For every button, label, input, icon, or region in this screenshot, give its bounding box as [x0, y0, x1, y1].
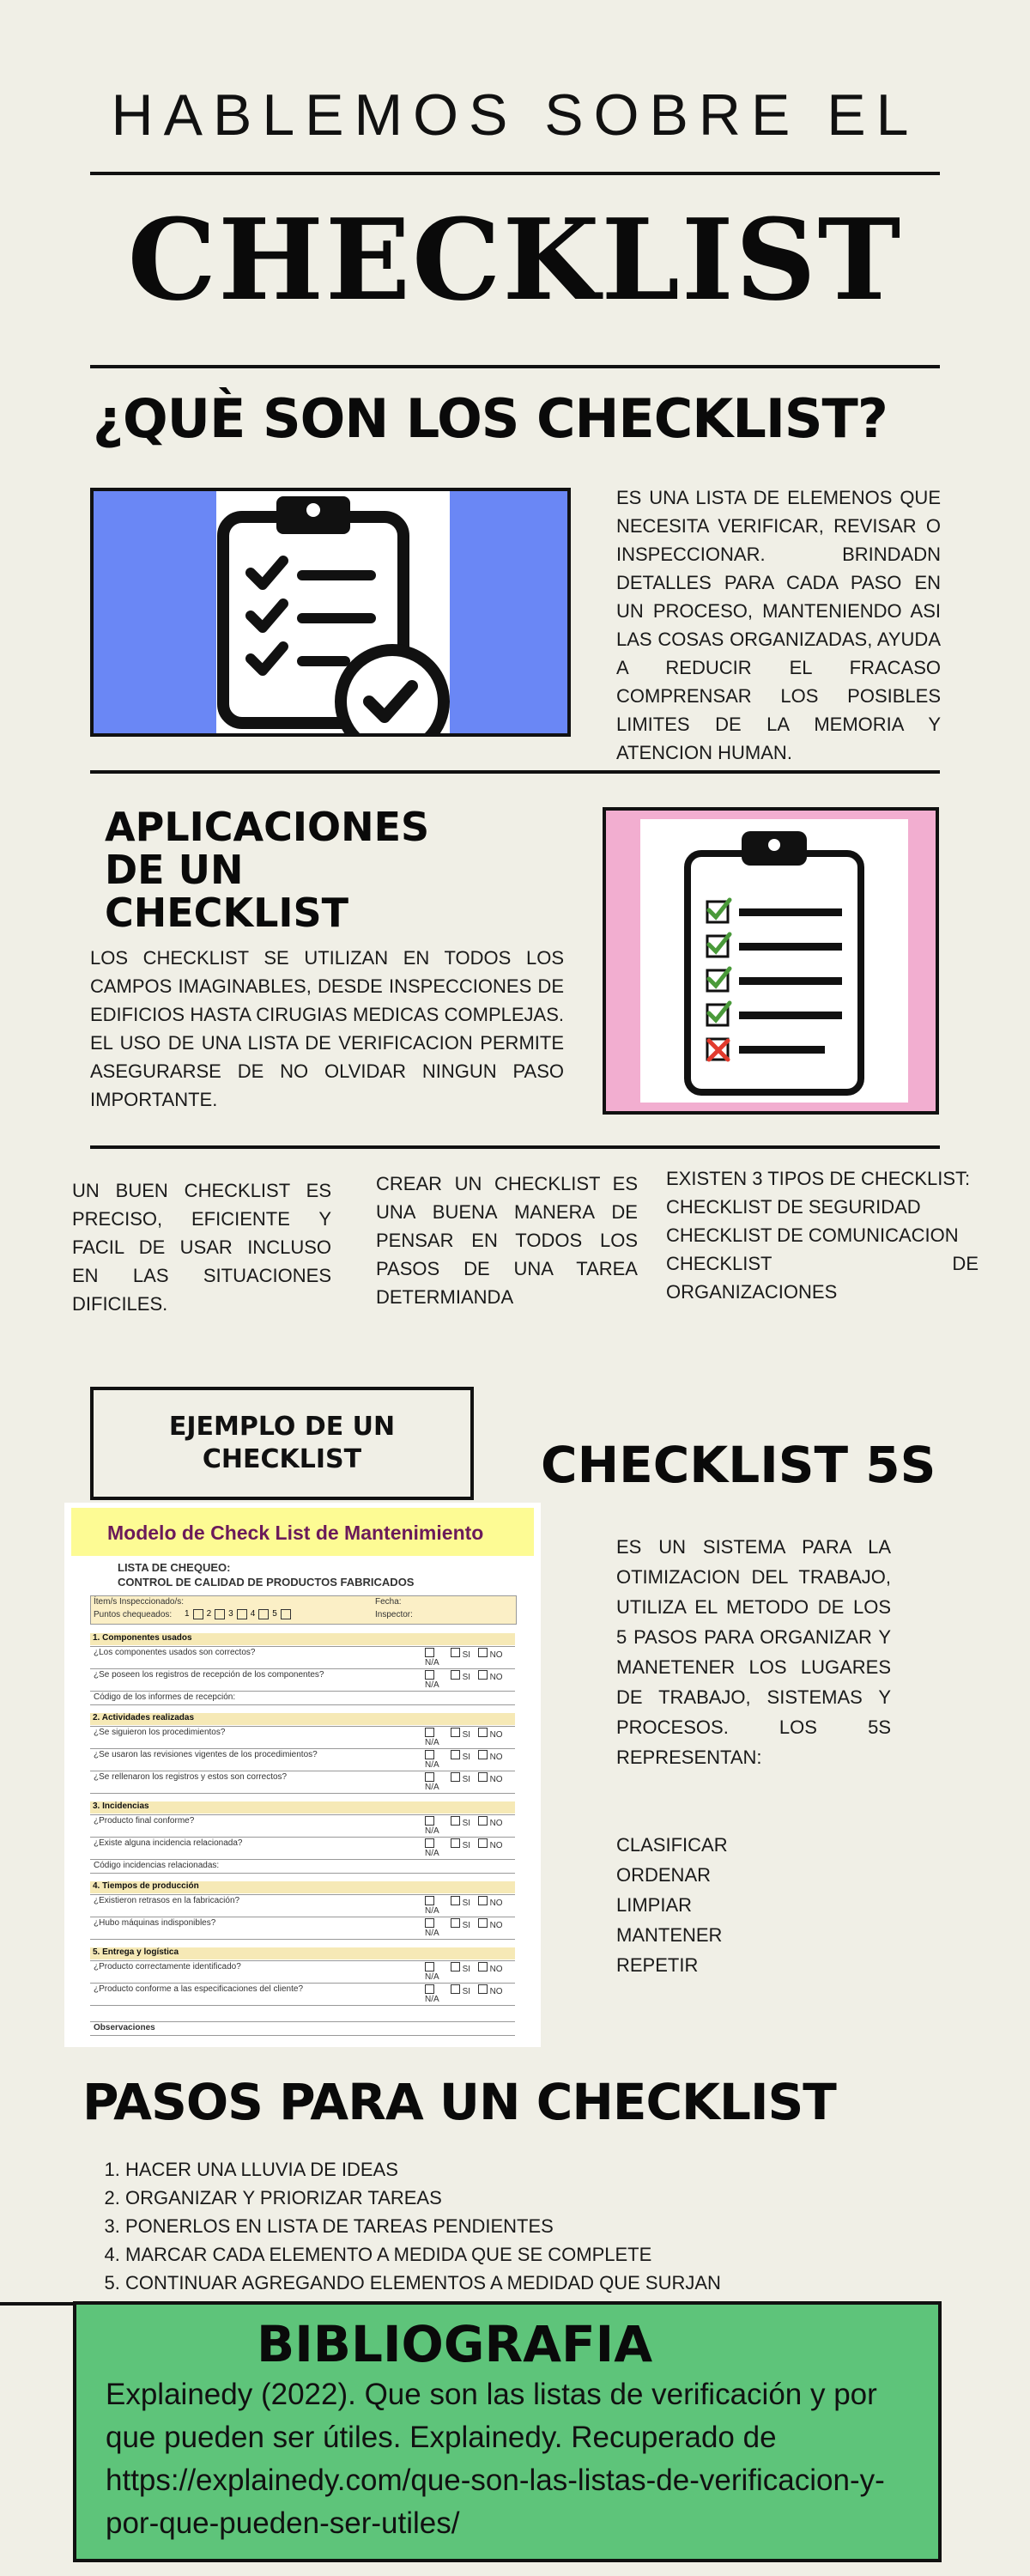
- form-na-label: N/A: [425, 1680, 439, 1690]
- form-title: Modelo de Check List de Mantenimiento: [107, 1522, 484, 1544]
- form-answer-boxes: SI NO: [425, 1816, 503, 1828]
- divider: [90, 365, 940, 368]
- form-question: ¿Producto correctamente identificado?: [94, 1962, 241, 1971]
- form-note: Código incidencias relacionadas:: [94, 1861, 220, 1870]
- form-section-title: 5. Entrega y logística: [90, 1947, 515, 1959]
- form-na-label: N/A: [425, 1995, 439, 2004]
- form-section-title: 1. Componentes usados: [90, 1633, 515, 1645]
- clipboard-illustration-pink: [603, 807, 939, 1115]
- applications-description: LOS CHECKLIST SE UTILIZAN EN TODOS LOS CAMPOS IMAGINABLES, DESDE INSPECCIONES DE EDIFICIOS HASTA CIRUGIAS MEDICAS COMPLEJAS. EL USO DE UNA LISTA DE VERIFICACION PERMITE ASEGURARSE DE NO OLVIDAR NINGUN PASO IMPORTANTE.: [90, 947, 564, 1110]
- form-section-title: 2. Actividades realizadas: [90, 1713, 515, 1725]
- bibliography-heading: BIBLIOGRAFIA: [257, 2315, 653, 2373]
- form-question: ¿Se rellenaron los registros y estos son correctos?: [94, 1772, 288, 1782]
- form-na-label: N/A: [425, 1849, 439, 1858]
- form-na-label: N/A: [425, 1826, 439, 1836]
- form-na-label: N/A: [425, 1972, 439, 1982]
- form-question: ¿Los componentes usados son correctos?: [94, 1648, 256, 1657]
- bibliography-text: Explainedy (2022). Que son las listas de verificación y por que pueden ser útiles. Explainedy. Recuperado de https://explainedy.com/que-son-las-listas-de-verificacion-y-por-que-pueden-ser-utiles/: [106, 2378, 885, 2540]
- form-section-title: 4. Tiempos de producción: [90, 1881, 515, 1893]
- form-na-label: N/A: [425, 1658, 439, 1668]
- form-na-label: N/A: [425, 1738, 439, 1747]
- form-question: ¿Se siguieron los procedimientos?: [94, 1728, 226, 1737]
- form-answer-boxes: SI NO: [425, 1648, 503, 1660]
- form-question: ¿Se usaron las revisiones vigentes de los procedimientos?: [94, 1750, 318, 1759]
- steps-list: [103, 2155, 721, 2297]
- form-na-label: N/A: [425, 1760, 439, 1770]
- clipboard-checklist-icon: [640, 819, 908, 1103]
- form-na-label: N/A: [425, 1783, 439, 1792]
- section-heading-steps: PASOS PARA UN CHECKLIST: [82, 2073, 836, 2131]
- example-label-box: EJEMPLO DE UN CHECKLIST: [90, 1387, 474, 1500]
- divider: [90, 1145, 940, 1149]
- section-heading-5s: CHECKLIST 5S: [541, 1436, 936, 1494]
- form-question: ¿Existe alguna incidencia relacionada?: [94, 1838, 243, 1848]
- form-question: ¿Hubo máquinas indisponibles?: [94, 1918, 216, 1928]
- form-answer-boxes: SI NO: [425, 1670, 503, 1682]
- form-title-banner: [71, 1508, 534, 1556]
- bibliography-box: [73, 2301, 942, 2562]
- header-kicker: HABLEMOS SOBRE EL: [111, 82, 919, 148]
- list-item: 2. ORGANIZAR Y PRIORIZAR TAREAS: [125, 2184, 721, 2212]
- list-item: ORDENAR: [616, 1864, 712, 1886]
- form-answer-boxes: SI NO: [425, 1772, 503, 1784]
- column-good-checklist: UN BUEN CHECKLIST ES PRECISO, EFICIENTE Y FACIL DE USAR INCLUSO EN LAS SITUACIONES DIFICILES.: [72, 1180, 331, 1315]
- form-question: ¿Se poseen los registros de recepción de los componentes?: [94, 1670, 324, 1680]
- form-question: ¿Existieron retrasos en la fabricación?: [94, 1896, 240, 1905]
- divider: [90, 770, 940, 774]
- column-checklist-types: EXISTEN 3 TIPOS DE CHECKLIST: CHECKLIST DE SEGURIDAD CHECKLIST DE COMUNICACION CHECKLIST DE ORGANIZACIONES: [666, 1168, 978, 1303]
- 5s-description: ES UN SISTEMA PARA LA OTIMIZACION DEL TRABAJO, UTILIZA EL METODO DE LOS 5 PASOS PARA ORGANIZAR Y MANETENER LOS LUGARES DE TRABAJO, SISTEMAS Y PROCESOS. LOS 5S REPRESENTAN:: [616, 1536, 891, 1768]
- form-na-label: N/A: [425, 1929, 439, 1938]
- list-item: 3. PONERLOS EN LISTA DE TAREAS PENDIENTES: [125, 2212, 721, 2240]
- form-answer-boxes: SI NO: [425, 1918, 503, 1930]
- clipboard-icon: [216, 491, 450, 733]
- form-answer-boxes: SI NO: [425, 1962, 503, 1974]
- form-section-title: 3. Incidencias: [90, 1801, 515, 1814]
- form-na-label: N/A: [425, 1906, 439, 1916]
- section-heading-applications: APLICACIONES DE UN CHECKLIST: [105, 804, 430, 936]
- list-item: 4. MARCAR CADA ELEMENTO A MEDIDA QUE SE COMPLETE: [125, 2240, 721, 2269]
- maintenance-checklist-form: Modelo de Check List de Mantenimiento LISTA DE CHEQUEO: CONTROL DE CALIDAD DE PRODUCTOS FABRICADOS Ítem/s Inspeccionado/s: Puntos chequeados: Fecha: Inspector: 1 2 3 4 5 1. Componentes usados ¿Los componentes usados son correctos? SI NO N/A ¿Se poseen los registros de recepción de los componentes? SI NO N/A Código de los informes de recepción: 2. Actividades realizadas ¿Se siguieron los procedimientos? SI NO N/A ¿Se usaron las revisiones vigentes de los procedimientos? SI NO N/A ¿Se rellenaron los registros y estos son correctos? SI NO N/A 3. Incidencias ¿Producto final conforme? SI NO N/A ¿Existe alguna incidencia relacionada? SI NO N/A Código incidencias relacionadas: 4. Tiempos de producción ¿Existieron retrasos en la fabricación? SI NO N/A ¿Hubo máquinas indisponibles? SI NO N/A 5. Entrega y logística ¿Producto correctamente identificado? SI NO N/A ¿Producto conforme a las especificaciones del cliente? SI NO N/A Observaciones: [64, 1503, 541, 2047]
- divider: [90, 172, 940, 175]
- list-item: REPETIR: [616, 1954, 699, 1976]
- what-description: ES UNA LISTA DE ELEMENOS QUE NECESITA VERIFICAR, REVISAR O INSPECCIONAR. BRINDADN DETALLES PARA CADA PASO EN UN PROCESO, MANTENIENDO ASI LAS COSAS ORGANIZADAS, AYUDA A REDUCIR EL FRACASO COMPRENSAR LOS POSIBLES LIMITES DE LA MEMORIA Y ATENCION HUMAN.: [616, 487, 941, 763]
- list-item: LIMPIAR: [616, 1894, 693, 1916]
- form-answer-boxes: SI NO: [425, 1984, 503, 1996]
- divider: [0, 2302, 77, 2306]
- list-item: 5. CONTINUAR AGREGANDO ELEMENTOS A MEDIDAD QUE SURJAN: [125, 2269, 721, 2297]
- form-answer-boxes: SI NO: [425, 1838, 503, 1850]
- section-heading-what: ¿QUÈ SON LOS CHECKLIST?: [93, 387, 888, 450]
- form-answer-boxes: SI NO: [425, 1896, 503, 1908]
- form-answer-boxes: SI NO: [425, 1728, 503, 1740]
- form-note: Código de los informes de recepción:: [94, 1692, 236, 1702]
- header-title: CHECKLIST: [127, 194, 903, 325]
- points-checkboxes: 1 2 3 4 5: [185, 1609, 291, 1619]
- list-item: MANTENER: [616, 1924, 723, 1946]
- form-answer-boxes: SI NO: [425, 1750, 503, 1762]
- list-item: CLASIFICAR: [616, 1834, 728, 1856]
- clipboard-illustration-blue: [90, 488, 571, 737]
- form-question: ¿Producto final conforme?: [94, 1816, 195, 1826]
- column-create-checklist: CREAR UN CHECKLIST ES UNA BUENA MANERA DE PENSAR EN TODOS LOS PASOS DE UNA TAREA DETERMIANDA: [376, 1173, 638, 1308]
- list-item: 1. HACER UNA LLUVIA DE IDEAS: [125, 2155, 721, 2184]
- 5s-list: [616, 1830, 728, 1980]
- form-question: ¿Producto conforme a las especificaciones del cliente?: [94, 1984, 304, 1994]
